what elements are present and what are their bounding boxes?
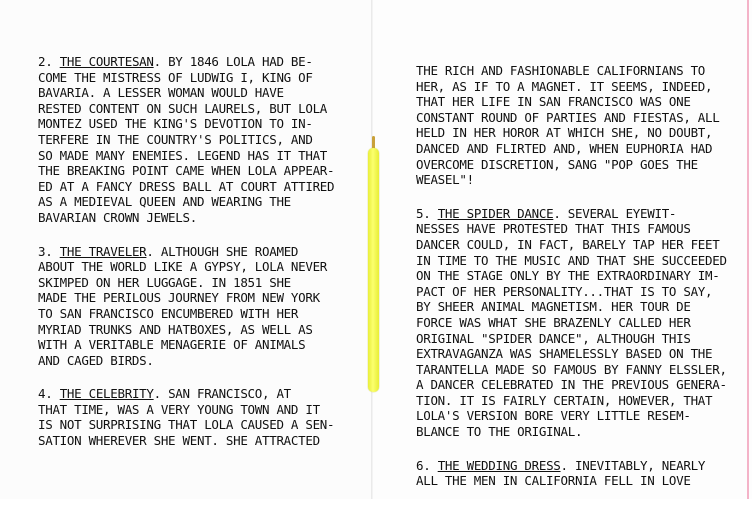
paragraph-heading: THE COURTESAN xyxy=(59,54,154,69)
paragraph-number: 2. xyxy=(38,54,53,69)
paragraph-number: 5. xyxy=(416,205,431,221)
text-line: SO MADE MANY ENEMIES. LEGEND HAS IT THAT xyxy=(38,147,328,163)
text-line: THAT TIME, WAS A VERY YOUNG TOWN AND IT xyxy=(38,401,320,417)
text-line: TARANTELLA MADE SO FAMOUS BY FANNY ELSSLER, xyxy=(416,361,727,377)
paragraph-number: 4. xyxy=(38,386,53,402)
text-line: COME THE MISTRESS OF LUDWIG I, KING OF xyxy=(38,69,313,85)
page-edge xyxy=(747,0,749,499)
paragraph-traveler xyxy=(38,244,350,369)
text-line: BAVARIA. A LESSER WOMAN WOULD HAVE xyxy=(38,85,284,101)
text-line: ALL THE MEN IN CALIFORNIA FELL IN LOVE xyxy=(416,473,691,489)
paragraph-courtesan xyxy=(38,54,350,226)
paragraph-heading: THE WEDDING DRESS xyxy=(437,457,561,473)
text-line: . SAN FRANCISCO, AT xyxy=(153,386,291,402)
text-line: ABOUT THE WORLD LIKE A GYPSY, LOLA NEVER xyxy=(38,259,328,275)
text-line: FORCE WAS WHAT SHE BRAZENLY CALLED HER xyxy=(416,314,691,330)
yellow-bookmark-ribbon xyxy=(368,148,379,392)
paragraph-first-line xyxy=(38,244,350,260)
text-line: HELD IN HER HOROR AT WHICH SHE, NO DOUBT, xyxy=(416,125,713,141)
text-line: BLANCE TO THE ORIGINAL. xyxy=(416,424,583,440)
text-line: . SEVERAL EYEWIT- xyxy=(553,205,677,221)
text-line: OVERCOME DISCRETION, SANG "POP GOES THE xyxy=(416,156,698,172)
text-line: HER, AS IF TO A MAGNET. IT SEEMS, INDEED, xyxy=(416,78,713,94)
text-line: SKIMPED ON HER LUGGAGE. IN 1851 SHE xyxy=(38,274,291,290)
paragraph-wedding-dress xyxy=(416,458,734,489)
paragraph-first-line xyxy=(38,54,350,70)
paragraph-first-line xyxy=(416,458,734,474)
paragraph-celebrity xyxy=(38,386,350,448)
text-line: MADE THE PERILOUS JOURNEY FROM NEW YORK xyxy=(38,290,320,306)
text-line: IN TIME TO THE MUSIC AND THAT SHE SUCCEEDED xyxy=(416,252,727,268)
text-line: A DANCER CELEBRATED IN THE PREVIOUS GENERA- xyxy=(416,377,727,393)
paragraph-number: 6. xyxy=(416,457,431,473)
text-line: SATION WHEREVER SHE WENT. SHE ATTRACTED xyxy=(38,433,320,449)
text-line: AS A MEDIEVAL QUEEN AND WEARING THE xyxy=(38,194,291,210)
text-line: MONTEZ USED THE KING'S DEVOTION TO IN- xyxy=(38,116,313,132)
text-line: BAVARIAN CROWN JEWELS. xyxy=(38,209,197,225)
text-line: WEASEL"! xyxy=(416,172,474,188)
text-line: LOLA'S VERSION BORE VERY LITTLE RESEM- xyxy=(416,408,691,424)
text-line: . BY 1846 LOLA HAD BE- xyxy=(153,54,313,69)
text-line: THE RICH AND FASHIONABLE CALIFORNIANS TO xyxy=(416,63,706,78)
text-line: ED AT A FANCY DRESS BALL AT COURT ATTIRED xyxy=(38,178,335,194)
paragraph-first-line xyxy=(416,206,734,222)
paragraph-heading: THE SPIDER DANCE xyxy=(437,205,554,221)
paragraph-celebrity-continued xyxy=(416,63,734,188)
text-line: ON THE STAGE ONLY BY THE EXTRAORDINARY IM- xyxy=(416,268,720,284)
text-line: AND CAGED BIRDS. xyxy=(38,352,154,368)
text-line: BY SHEER ANIMAL MAGNETISM. HER TOUR DE xyxy=(416,299,691,315)
text-line: . ALTHOUGH SHE ROAMED xyxy=(146,243,299,259)
text-line: CONSTANT ROUND OF PARTIES AND FIESTAS, ALL xyxy=(416,109,720,125)
paragraph-spider-dance xyxy=(416,206,734,440)
paragraph-heading: THE CELEBRITY xyxy=(59,386,154,402)
text-line: THAT HER LIFE IN SAN FRANCISCO WAS ONE xyxy=(416,94,691,110)
text-line: MYRIAD TRUNKS AND HATBOXES, AS WELL AS xyxy=(38,321,313,337)
paragraph-heading: THE TRAVELER xyxy=(59,243,147,259)
text-line: TERFERE IN THE COUNTRY'S POLITICS, AND xyxy=(38,131,313,147)
text-line: ORIGINAL "SPIDER DANCE", ALTHOUGH THIS xyxy=(416,330,691,346)
text-line: WITH A VERITABLE MENAGERIE OF ANIMALS xyxy=(38,337,306,353)
left-column xyxy=(38,54,350,467)
text-line: TO SAN FRANCISCO ENCUMBERED WITH HER xyxy=(38,305,299,321)
text-line: . INEVITABLY, NEARLY xyxy=(560,457,706,473)
text-line: PACT OF HER PERSONALITY...THAT IS TO SAY, xyxy=(416,283,713,299)
paragraph-first-line xyxy=(38,386,350,402)
text-line: DANCER COULD, IN FACT, BARELY TAP HER FEET xyxy=(416,236,720,252)
text-line: THE BREAKING POINT CAME WHEN LOLA APPEAR- xyxy=(38,163,335,179)
paragraph-number: 3. xyxy=(38,243,53,259)
text-line: NESSES HAVE PROTESTED THAT THIS FAMOUS xyxy=(416,221,691,237)
text-line: DANCED AND FLIRTED AND, WHEN EUPHORIA HAD xyxy=(416,140,713,156)
text-line: IS NOT SURPRISING THAT LOLA CAUSED A SEN- xyxy=(38,417,335,433)
right-column xyxy=(416,63,734,507)
text-line: EXTRAVAGANZA WAS SHAMELESSLY BASED ON THE xyxy=(416,346,713,362)
text-line: TION. IT IS FAIRLY CERTAIN, HOWEVER, THAT xyxy=(416,392,713,408)
text-line: RESTED CONTENT ON SUCH LAURELS, BUT LOLA xyxy=(38,100,328,116)
